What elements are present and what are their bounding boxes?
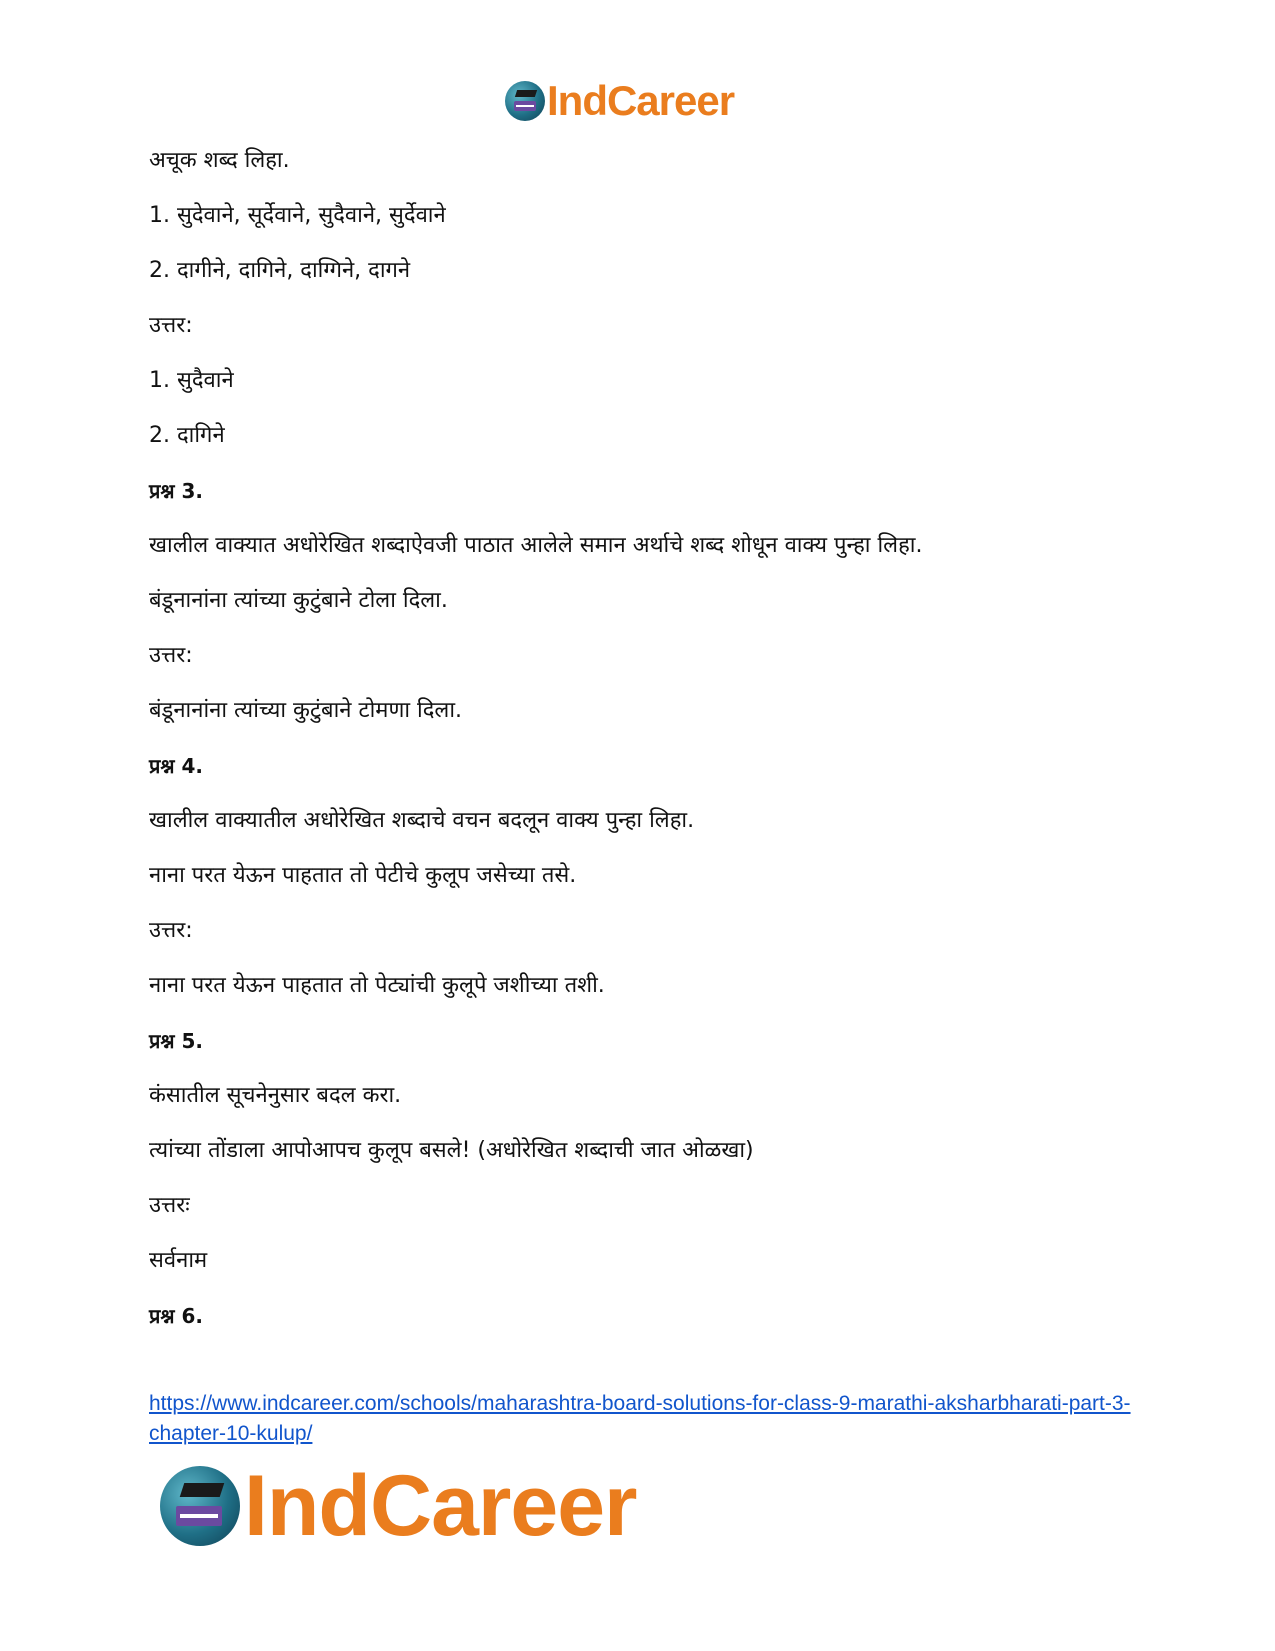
text-line: नाना परत येऊन पाहतात तो पेटीचे कुलूप जसेच्या तसे.: [149, 863, 577, 888]
footer-logo-text: IndCareer: [244, 1458, 637, 1554]
text-line: 2. दागीने, दागिने, दाग्गिने, दागने: [149, 258, 411, 283]
text-line: त्यांच्या तोंडाला आपोआपच कुलूप बसले! (अधोरेखित शब्दाची जात ओळखा): [149, 1138, 754, 1163]
text-line: उत्तरः: [149, 1193, 190, 1218]
text-line: 1. सुदैवाने: [149, 368, 234, 393]
question-heading: प्रश्न 6.: [149, 1304, 203, 1328]
text-line: 1. सुदेवाने, सूर्देवाने, सुदैवाने, सुर्देवाने: [149, 203, 446, 228]
text-line: खालील वाक्यातील अधोरेखित शब्दाचे वचन बदलून वाक्य पुन्हा लिहा.: [149, 808, 695, 833]
text-line: अचूक शब्द लिहा.: [149, 148, 290, 173]
text-line: 2. दागिने: [149, 423, 225, 448]
text-line: उत्तर:: [149, 313, 193, 338]
question-heading: प्रश्न 3.: [149, 479, 203, 503]
text-line: बंडूनानांना त्यांच्या कुटुंबाने टोला दिला.: [149, 588, 448, 613]
text-line: बंडूनानांना त्यांच्या कुटुंबाने टोमणा दिला.: [149, 698, 463, 723]
source-link[interactable]: https://www.indcareer.com/schools/maharashtra-board-solutions-for-class-9-marathi-aksharbharati-part-3-chapter-10-kulup/: [149, 1392, 1131, 1445]
graduation-globe-icon: [160, 1466, 240, 1546]
text-line: उत्तर:: [149, 918, 193, 943]
document-body: [149, 145, 1139, 1355]
text-line: उत्तर:: [149, 643, 193, 668]
text-line: कंसातील सूचनेनुसार बदल करा.: [149, 1083, 402, 1108]
graduation-globe-icon: [505, 81, 545, 121]
header-logo-text: IndCareer: [547, 77, 735, 124]
text-line: खालील वाक्यात अधोरेखित शब्दाऐवजी पाठात आलेले समान अर्थाचे शब्द शोधून वाक्य पुन्हा लिहा.: [149, 533, 923, 558]
text-line: नाना परत येऊन पाहतात तो पेट्यांची कुलूपे जशीच्या तशी.: [149, 973, 605, 998]
question-heading: प्रश्न 4.: [149, 754, 203, 778]
header-logo: [505, 77, 735, 124]
footer-logo: [160, 1458, 637, 1554]
text-line: सर्वनाम: [149, 1248, 208, 1273]
question-heading: प्रश्न 5.: [149, 1029, 203, 1053]
